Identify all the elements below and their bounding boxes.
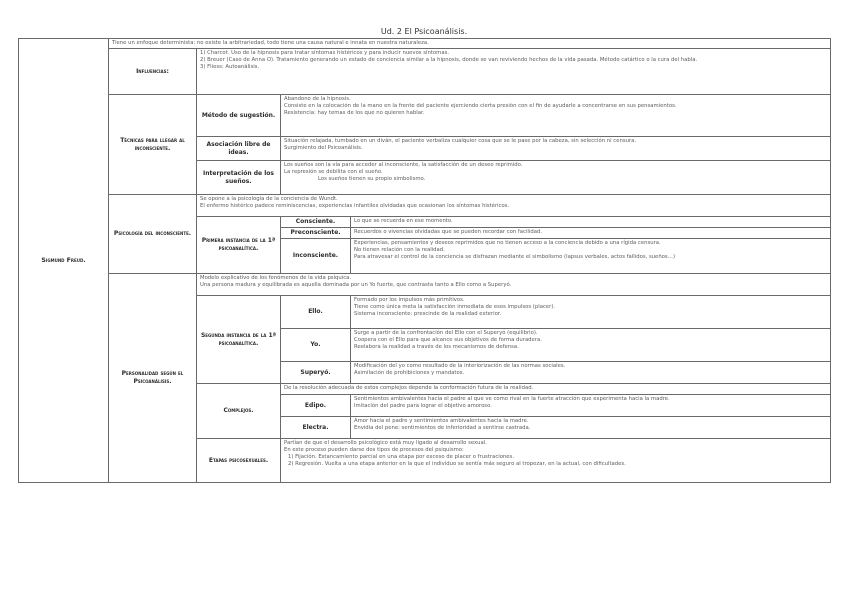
personalidad-line: Modelo explicativo de los fenómenos de la vida psíquica. (200, 275, 352, 282)
instancia-name: Ello. (281, 296, 351, 329)
complejo-name: Edipo. (281, 395, 351, 417)
tecnica-line: Los sueños tienen su propio simbolismo. (318, 176, 426, 183)
summary-table (18, 38, 831, 483)
complejo-line: Amor hacia el padre y sentimientos ambivalentes hacia la madre. (354, 418, 529, 425)
tecnica-line: La represión se debilita con el sueño. (284, 169, 383, 176)
instancia-name: Superyó. (281, 362, 351, 384)
psicologia-label: Psicología del inconsciente. (109, 195, 197, 274)
instancia-content (351, 296, 831, 329)
tecnicas-label: Técnicas para llegar al inconsciente. (109, 95, 197, 195)
etapas-line: Partían de que el desarrollo psicológico está muy ligado al desarrollo sexual. (284, 440, 487, 447)
complejos-label: Complejos. (197, 384, 281, 439)
segunda-instancia-label: Segunda instancia de la 1ª psicoanalítica. (197, 296, 281, 384)
page-title: Ud. 2 El Psicoanálisis. (380, 27, 468, 36)
tecnica-line: Surgimiento del Psicoanálisis. (284, 145, 363, 152)
instancia-line: Para atravesar el control de la conciencia se disfrazan mediante el simbolismo (lapsus verbales, actos fallidos, sueños…) (354, 254, 676, 261)
etapas-label: Etapas psicosexuales. (197, 439, 281, 483)
tecnica-line: Resistencia: hay temas de los que no quieren hablar. (284, 110, 425, 117)
tecnica-line: Los sueños son la vía para acceder al inconsciente, la satisfacción de un deseo reprimido. (284, 162, 523, 169)
complejo-line: Sentimientos ambivalentes hacia el padre al que ve como rival en la fuerte atracción que experimenta hacia la madre. (354, 396, 670, 403)
etapas-line: En este proceso pueden darse dos tipos de procesos del psiquismo: (284, 447, 464, 454)
psicologia-intro (197, 195, 831, 217)
psicologia-line: El enfermo histérico padece reminiscencias, experiencias infantiles olvidadas que ocasionan los síntomas histéricos. (200, 203, 510, 210)
tecnica-name: Asociación libre de ideas. (197, 137, 281, 161)
complejo-line: Imitación del padre para lograr el objetivo amoroso. (354, 403, 492, 410)
instancia-line: Sistema inconsciente: prescinde de la realidad exterior. (354, 311, 502, 318)
psicologia-line: Se opone a la psicología de la conciencia de Wundt. (200, 196, 338, 203)
tecnica-content (281, 161, 831, 195)
instancia-line: Surge a partir de la confrontación del Ello con el Superyó (equilibrio). (354, 330, 538, 337)
instancia-name: Inconsciente. (281, 239, 351, 274)
tecnica-line: Consiste en la colocación de la mano en la frente del paciente ejerciendo cierta presión con el fin de ayudarle a concentrarse en sus pensamientos. (284, 103, 677, 110)
tecnica-content (281, 137, 831, 161)
tecnica-line: Abandono de la hipnosis. (284, 96, 351, 103)
personalidad-line: Una persona madura y equilibrada es aquella dominada por un Yo fuerte, que contrasta tanto a Ello como a Superyó. (200, 282, 512, 289)
instancia-line: Formado por los impulsos más primitivos. (354, 297, 465, 304)
instancia-name: Yo. (281, 329, 351, 362)
tecnica-name: Método de sugestión. (197, 95, 281, 137)
instancia-line: No tienen relación con la realidad. (354, 247, 445, 254)
complejo-line: Envidia del pene: sentimientos de inferioridad a sentirse castrada. (354, 425, 531, 432)
influencias-content (197, 49, 831, 95)
primera-instancia-label: Primera instancia de la 1ª psicoanalítica. (197, 217, 281, 274)
tecnica-content (281, 95, 831, 137)
instancia-line: Tiene como única meta la satisfacción inmediata de esos impulsos (placer). (354, 304, 556, 311)
root-label: Sigmund Freud. (19, 39, 109, 483)
instancia-line: Modificación del yo como resultado de la interiorización de las normas sociales. (354, 363, 566, 370)
instancia-content (351, 239, 831, 274)
instancia-name: Consciente. (281, 217, 351, 228)
tecnica-line: Situación relajada, tumbado en un diván, el paciente verbaliza cualquier cosa que se le pase por la cabeza, sin selección ni censura. (284, 138, 637, 145)
instancia-line: Reelabora la realidad a través de los mecanismos de defensa. (354, 344, 519, 351)
influencias-line: 1) Charcot. Uso de la hipnosis para tratar síntomas histéricos y para inducir nuevos síntomas. (200, 50, 450, 57)
personalidad-intro (197, 274, 831, 296)
etapas-line: 2) Regresión. Vuelta a una etapa anterior en la que el individuo se sentía más seguro al tropezar, en la actual, con dificultades. (288, 461, 626, 468)
etapas-line: 1) Fijación. Estancamiento parcial en una etapa por exceso de placer o frustraciones. (288, 454, 514, 461)
instancia-line: Coopera con el Ello para que alcance sus objetivos de forma duradera. (354, 337, 542, 344)
personalidad-label: Personalidad según el Psicoanálisis. (109, 274, 197, 483)
influencias-label: Influencias: (109, 49, 197, 95)
complejo-content (351, 417, 831, 439)
intro-text: Tiene un enfoque determinista: no existe la arbitrariedad, todo tiene una causa natural e innata en nuestra naturaleza. (109, 39, 831, 49)
instancia-content: Lo que se recuerda en ese momento. (351, 217, 831, 228)
complejo-content (351, 395, 831, 417)
instancia-content: Recuerdos o vivencias olvidadas que se pueden recordar con facilidad. (351, 228, 831, 239)
instancia-content (351, 362, 831, 384)
instancia-line: Asimilación de prohibiciones y mandatos. (354, 370, 465, 377)
influencias-line: 2) Breuer (Caso de Anna O). Tratamiento generando un estado de conciencia similar a la hipnosis, donde se van reviviendo hechos de la vida pasada. Método catártico o la cura del habla. (200, 57, 698, 64)
instancia-line: Experiencias, pensamientos y deseos reprimidos que no tienen acceso a la conciencia debido a una rígida censura. (354, 240, 661, 247)
complejos-intro: De la resolución adecuada de estos complejos depende la conformación futura de la realidad. (281, 384, 831, 395)
etapas-content (281, 439, 831, 483)
tecnica-name: Interpretación de los sueños. (197, 161, 281, 195)
influencias-line: 3) Fliess: Autoanálisis. (200, 64, 260, 71)
complejo-name: Electra. (281, 417, 351, 439)
instancia-content (351, 329, 831, 362)
instancia-name: Preconsciente. (281, 228, 351, 239)
